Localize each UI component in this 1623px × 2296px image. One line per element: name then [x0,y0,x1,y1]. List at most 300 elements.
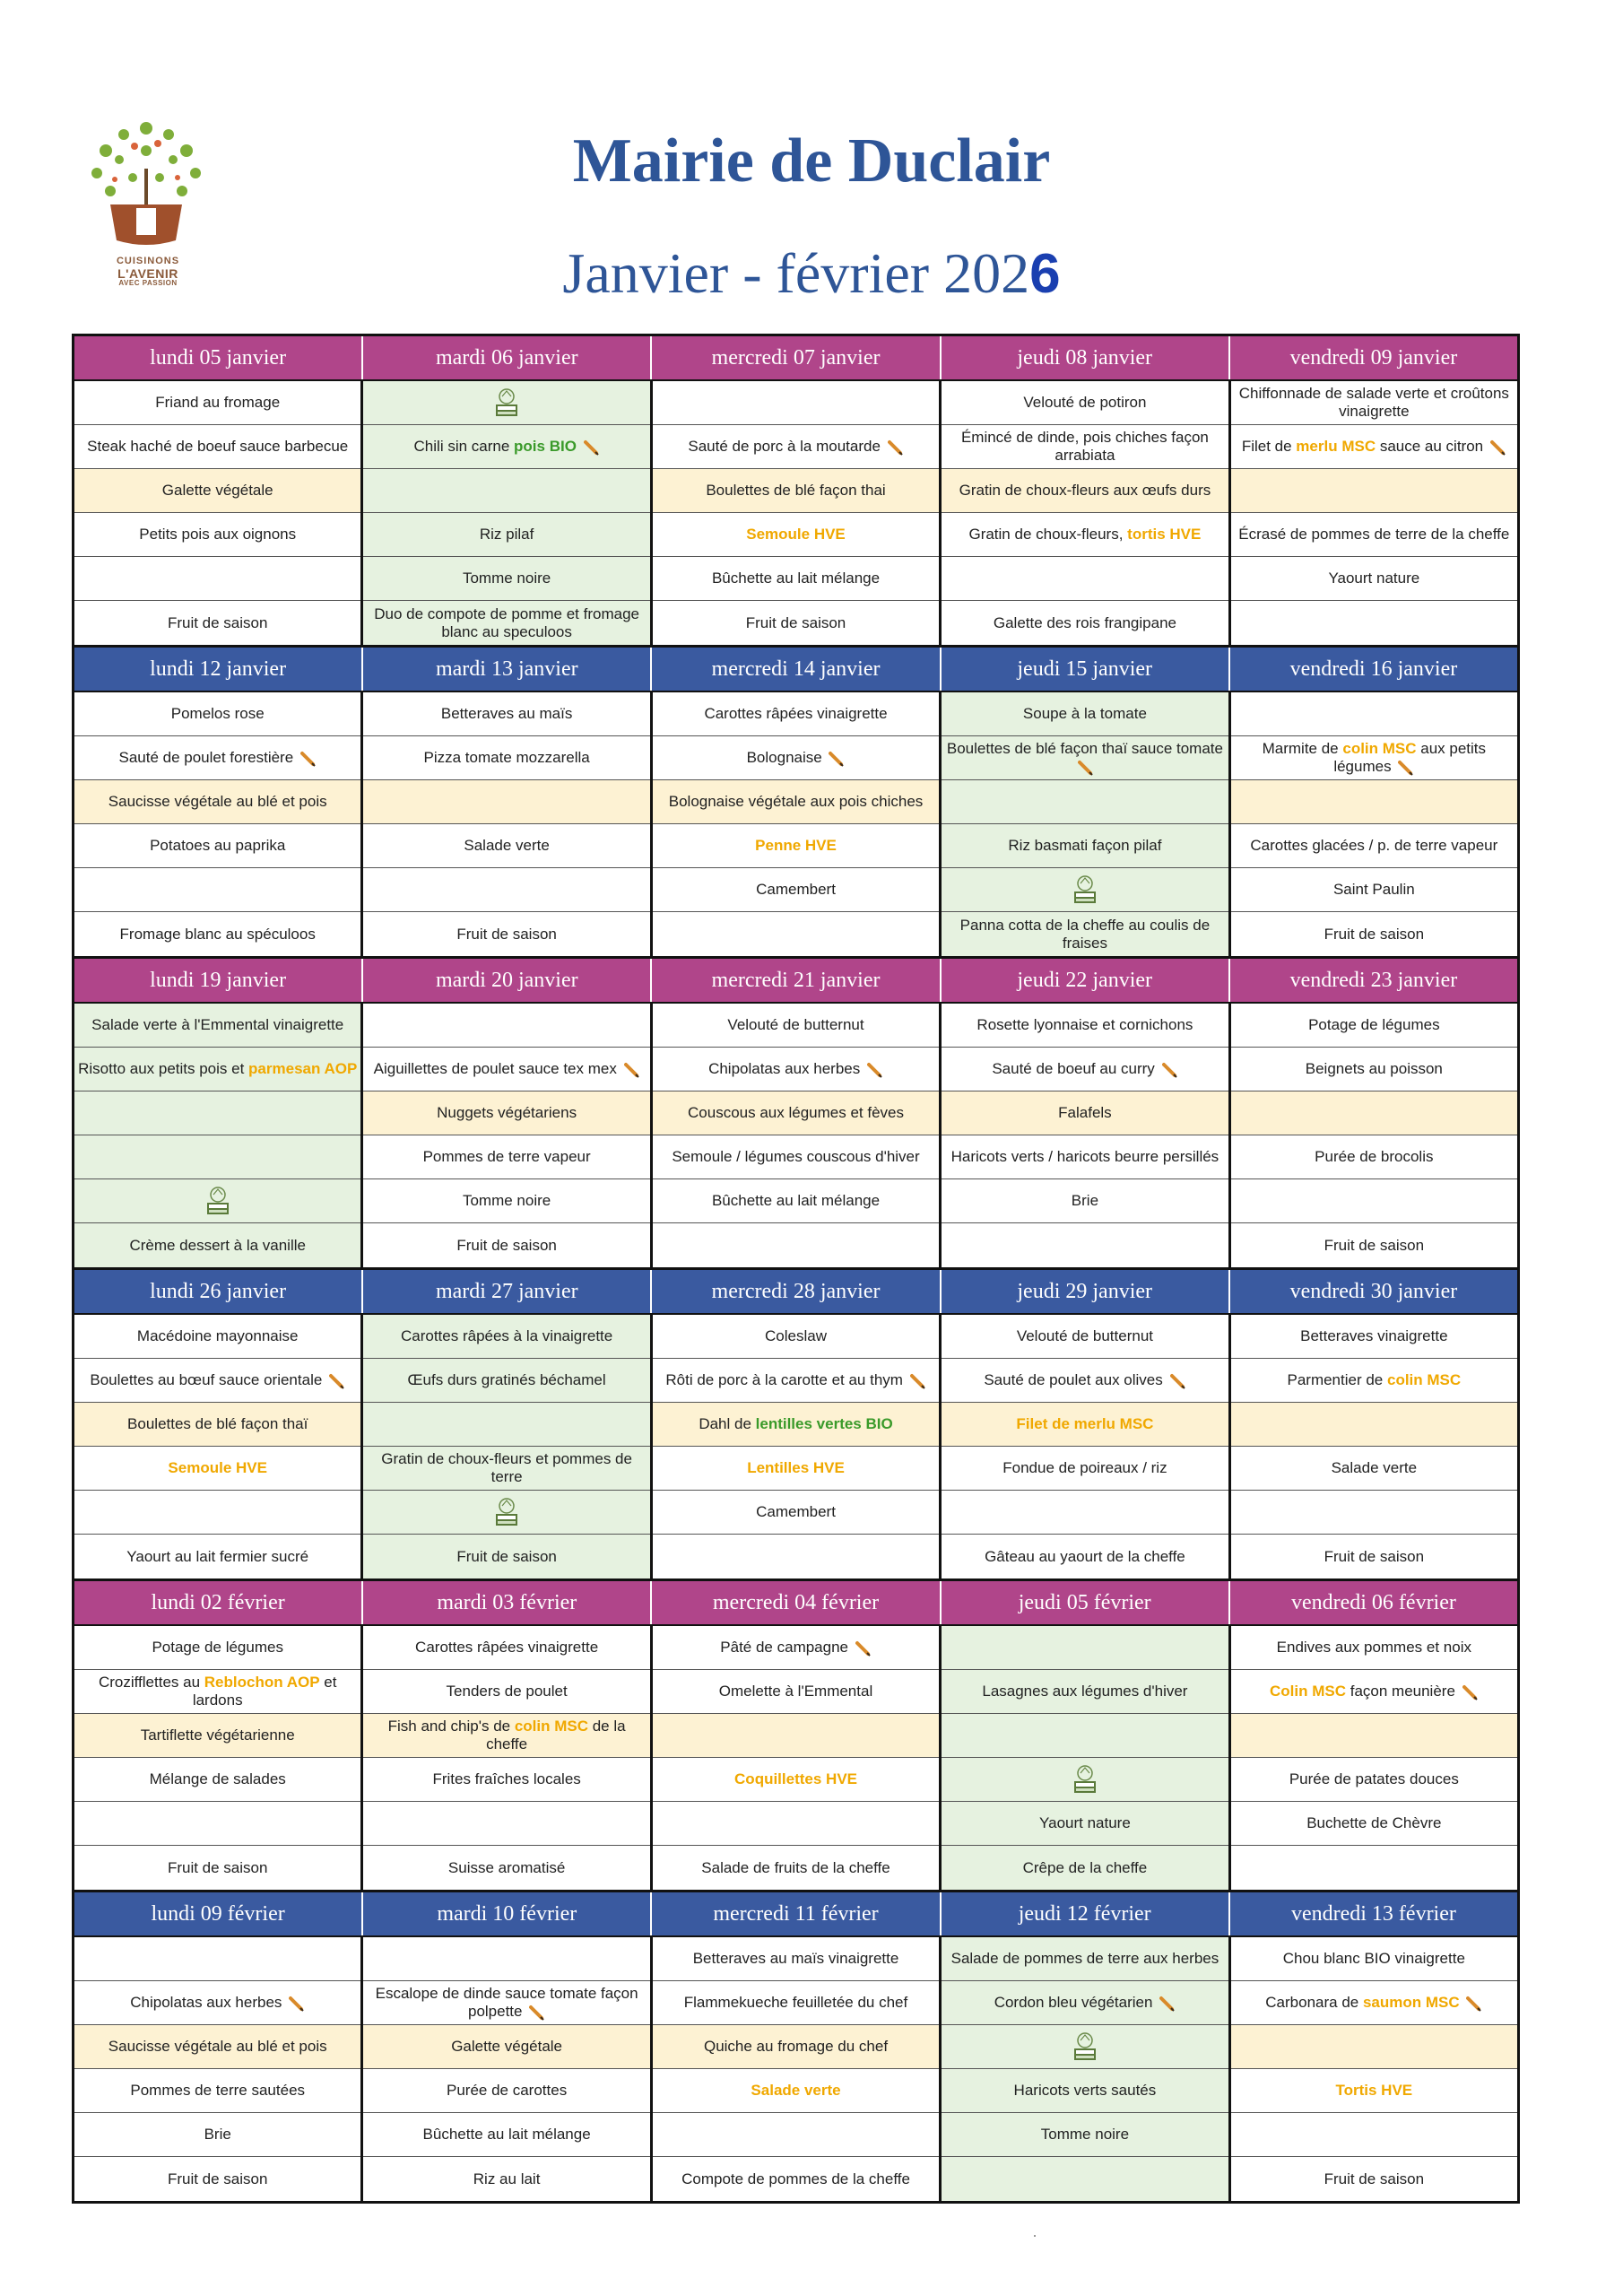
day-header: mardi 06 janvier [361,336,650,379]
menu-item-text: Carottes râpées vinaigrette [415,1639,599,1656]
menu-item-text: Fromage blanc au spéculoos [119,925,316,943]
menu-cell [363,601,649,645]
menu-cell [1231,1223,1517,1267]
menu-cell [653,780,939,824]
day-header: mardi 10 février [361,1892,650,1935]
menu-cell [363,824,649,868]
menu-cell [942,2113,1228,2157]
menu-cell [1231,557,1517,601]
menu-cell [1231,1626,1517,1670]
menu-item-text: Risotto aux petits pois et parmesan AOP [78,1060,358,1077]
menu-item-text: Riz au lait [473,2170,541,2187]
menu-cell [1231,2113,1517,2157]
menu-item-text: Fruit de saison [456,925,557,943]
menu-cell [74,1714,360,1758]
pencil-icon [300,751,317,767]
menu-cell [1231,868,1517,912]
menu-item-text: Œufs durs gratinés béchamel [407,1371,606,1388]
week-block [72,334,1517,645]
menu-cell [942,469,1228,513]
menu-item-text: Duo de compote de pomme et fromage blanc au speculoos [374,604,639,640]
menu-cell [942,1535,1228,1578]
menu-item-text [168,1459,267,1477]
day-header: mardi 13 janvier [361,648,650,691]
vegetarian-icon [205,1186,230,1216]
menu-cell [363,780,649,824]
menu-item-text: Boulettes au bœuf sauce orientale [90,1371,345,1389]
menu-cell [1231,824,1517,868]
menu-item-text: Galette végétale [451,2038,563,2055]
menu-cell [653,1403,939,1447]
menu-cell [942,1714,1228,1758]
menu-item-text: Omelette à l'Emmental [718,1683,873,1700]
menu-cell [653,912,939,956]
menu-cell [363,1004,649,1048]
pencil-icon [1170,1373,1186,1389]
menu-cell [1231,1981,1517,2025]
pencil-marker [885,438,904,455]
menu-item-text: Pommes de terre sautées [130,2082,306,2099]
day-header: vendredi 13 février [1228,1892,1517,1935]
menu-item-text: Gâteau au yaourt de la cheffe [985,1547,1185,1565]
menu-cell [1231,1670,1517,1714]
label-highlight: merlu MSC [1296,438,1376,455]
menu-cell [942,1091,1228,1135]
vegetarian-icon [1072,874,1098,905]
menu-cell [74,1670,360,1714]
menu-cell [74,1223,360,1267]
menu-cell [942,1491,1228,1535]
menu-item-text: Petits pois aux oignons [139,526,297,543]
logo-line-1: CUISINONS [116,256,180,266]
menu-cell [653,868,939,912]
day-column [1228,1626,1517,1890]
menu-cell [942,912,1228,956]
label-bio: pois BIO [514,438,577,455]
menu-cell [1231,1447,1517,1491]
menu-cell [363,2025,649,2069]
menu-item-text: Pomelos rose [170,705,265,722]
menu-item-text: Suisse aromatisé [447,1858,566,1876]
label-highlight: colin MSC [514,1718,588,1735]
menu-item-text: Coleslaw [765,1327,827,1344]
menu-cell [653,824,939,868]
menu-item-text: Fish and chip's de colin MSC de la cheffe [387,1718,626,1752]
week-block [72,956,1517,1267]
menu-cell [942,601,1228,645]
menu-item-text: Saucisse végétale au blé et pois [108,2038,327,2055]
menu-cell [942,824,1228,868]
subtitle-handwritten-digit: 6 [1029,243,1061,305]
menu-cell [363,1802,649,1846]
page-title: Mairie de Duclair [572,126,1051,196]
menu-cell [942,557,1228,601]
menu-cell [74,1091,360,1135]
menu-item-text: Semoule / légumes couscous d'hiver [672,1148,920,1165]
menu-cell [653,736,939,780]
menu-cell [942,2069,1228,2113]
menu-cell [942,381,1228,425]
pencil-icon [329,1373,345,1389]
menu-cell [74,1048,360,1091]
menu-cell [74,425,360,469]
week-header-row [72,1890,1517,1935]
day-header: lundi 19 janvier [72,959,361,1002]
menu-cell [653,425,939,469]
vegetarian-icon [1072,1764,1098,1795]
pencil-icon [829,751,845,767]
logo-line-2: L'AVENIR [117,265,178,281]
menu-cell [1231,1135,1517,1179]
menu-cell [942,1223,1228,1267]
day-header: vendredi 06 février [1228,1581,1517,1624]
menu-cell [942,425,1228,469]
label-highlight: Penne HVE [755,837,837,854]
label-highlight: Lentilles HVE [747,1459,845,1476]
menu-cell [363,1758,649,1802]
menu-cell [363,513,649,557]
logo-line-3: AVEC PASSION [118,279,178,288]
menu-cell [363,469,649,513]
menu-cell [653,1359,939,1403]
menu-item-text: Marmite de colin MSC aux petits légumes [1262,740,1487,775]
pencil-icon [584,439,600,456]
menu-cell [74,824,360,868]
pencil-icon [910,1373,926,1389]
label-highlight: saumon MSC [1362,1994,1460,2011]
day-column [72,1937,360,2201]
menu-cell [653,2157,939,2201]
menu-item-text: Camembert [756,881,836,898]
menu-cell [1231,513,1517,557]
menu-cell [942,1403,1228,1447]
day-column-vegetarian [360,1315,649,1578]
menu-item-text: Betteraves au maïs [440,705,573,722]
menu-cell [1231,2157,1517,2201]
menu-item-text: Filet de merlu MSC sauce au citron [1242,438,1506,456]
menu-item-text: Carottes râpées vinaigrette [704,705,888,722]
menu-cell [363,912,649,956]
week-block [72,645,1517,956]
menu-item-text: Dahl de lentilles vertes BIO [699,1415,893,1432]
day-column [1228,381,1517,645]
week-header-row [72,645,1517,691]
menu-cell [942,1359,1228,1403]
menu-cell [363,2157,649,2201]
menu-cell [1231,692,1517,736]
pencil-icon [1159,1996,1176,2012]
pencil-marker [1159,1060,1178,1077]
menu-item-text: Bûchette au lait mélange [711,1192,881,1209]
menu-item-text: Émincé de dinde, pois chiches façon arrabiata [960,429,1209,464]
menu-item-text: Chipolatas aux herbes [708,1060,883,1078]
menu-cell [363,425,649,469]
pencil-marker [621,1060,640,1077]
menu-cell [74,1937,360,1981]
menu-cell [653,1135,939,1179]
menu-item-text: Falafels [1058,1104,1112,1121]
menu-cell [1231,469,1517,513]
day-column [1228,1315,1517,1578]
menu-item-text: Crème dessert à la vanille [129,1236,306,1254]
menu-item-text: Sauté de boeuf au curry [992,1060,1177,1078]
menu-cell [942,780,1228,824]
day-column [650,1626,939,1890]
menu-cell [74,1802,360,1846]
menu-cell [653,1223,939,1267]
label-highlight: Filet de merlu MSC [1016,1415,1154,1432]
day-column [72,1315,360,1578]
day-column [1228,1004,1517,1267]
menu-item-text: Brie [1071,1192,1099,1209]
menu-item-text [747,1459,845,1477]
pencil-marker [1157,1994,1176,2011]
day-header: mardi 03 février [361,1581,650,1624]
vegetarian-icon [494,1497,519,1527]
menu-cell [1231,601,1517,645]
menu-cell [74,2025,360,2069]
pencil-icon [289,1996,305,2012]
menu-cell [1231,1758,1517,1802]
menu-cell [1231,381,1517,425]
menu-item-text: Gratin de choux-fleurs et pommes de terre [381,1450,632,1485]
menu-cell [653,1981,939,2025]
label-highlight: Colin MSC [1270,1683,1346,1700]
menu-cell [1231,1714,1517,1758]
week-days [72,691,1517,956]
menu-cell [74,780,360,824]
menu-item-text: Salade verte [1331,1459,1418,1476]
menu-item-text: Fruit de saison [456,1547,557,1565]
menu-item-text: Chipolatas aux herbes [130,1994,305,2012]
menu-cell [653,692,939,736]
day-header: mardi 20 janvier [361,959,650,1002]
menu-cell [942,868,1228,912]
label-highlight: colin MSC [1342,740,1417,757]
menu-item-text: Soupe à la tomate [1022,705,1147,722]
pencil-marker [853,1639,872,1656]
menu-item-text: Salade verte à l'Emmental vinaigrette [91,1016,344,1033]
menu-item-text: Buchette de Chèvre [1306,1814,1442,1831]
menu-cell [1231,1179,1517,1223]
menu-cell [1231,2069,1517,2113]
menu-cell [74,1758,360,1802]
menu-cell [363,381,649,425]
menu-cell [942,1447,1228,1491]
label-highlight: Coquillettes HVE [734,1770,857,1787]
menu-cell [1231,1004,1517,1048]
day-header: vendredi 16 janvier [1228,648,1517,691]
day-column [650,381,939,645]
menu-item-text: Tartiflette végétarienne [140,1726,295,1744]
menu-item-text: Pâté de campagne [720,1639,871,1657]
menu-item-text: Sauté de porc à la moutarde [688,438,903,456]
menu-cell [1231,1491,1517,1535]
pencil-marker [1488,438,1506,455]
menu-cell [653,1179,939,1223]
menu-item-text: Galette des rois frangipane [993,613,1176,631]
menu-item-text: Sauté de poulet forestière [118,749,316,767]
menu-cell [363,1179,649,1223]
menu-cell [653,1491,939,1535]
menu-item-text: Macédoine mayonnaise [136,1327,299,1344]
pencil-marker [826,749,845,766]
menu-cell [74,736,360,780]
day-header: vendredi 09 janvier [1228,336,1517,379]
menu-cell [74,1135,360,1179]
menu-item-text: Fruit de saison [1324,1236,1425,1254]
menu-cell [942,1179,1228,1223]
week-block [72,1578,1517,1890]
day-column-vegetarian [72,1004,360,1267]
menu-cell [653,381,939,425]
menu-cell [1231,912,1517,956]
menu-item-text: Potage de légumes [152,1639,283,1656]
page-subtitle [0,240,1623,307]
menu-item-text: Fruit de saison [167,613,268,631]
menu-item-text: Velouté de potiron [1023,394,1147,411]
menu-item-text: Mélange de salades [149,1770,286,1787]
menu-cell [74,1981,360,2025]
pencil-marker [298,749,317,766]
menu-cell [74,513,360,557]
pencil-icon [1490,439,1506,456]
day-header: lundi 12 janvier [72,648,361,691]
menu-item-text: Bolognaise [747,749,846,767]
week-block [72,1890,1517,2201]
menu-cell [942,1135,1228,1179]
menu-cell [74,381,360,425]
menu-item-text: Bolognaise végétale aux pois chiches [668,793,924,810]
week-header-row [72,1267,1517,1313]
day-column [939,1315,1228,1578]
menu-item-text: Écrasé de pommes de terre de la cheffe [1238,526,1510,543]
menu-cell [653,2069,939,2113]
menu-item-text: Crêpe de la cheffe [1022,1858,1148,1876]
menu-cell [1231,1091,1517,1135]
menu-cell [653,2113,939,2157]
menu-cell [363,1491,649,1535]
menu-item-text: Yaourt nature [1328,570,1420,587]
pencil-icon [1462,1684,1479,1700]
menu-item-text: Escalope de dinde sauce tomate façon polpette [375,1985,638,2020]
menu-item-text: Fruit de saison [1324,2170,1425,2187]
label-highlight: Semoule HVE [168,1459,267,1476]
menu-item-text: Steak haché de boeuf sauce barbecue [87,438,349,455]
menu-item-text: Carottes râpées à la vinaigrette [400,1327,613,1344]
label-highlight: Reblochon AOP [204,1674,320,1691]
day-header: vendredi 30 janvier [1228,1270,1517,1313]
menu-item-text [746,526,846,544]
menu-cell [942,1670,1228,1714]
menu-cell [74,1403,360,1447]
menu-item-text: Tomme noire [462,1192,551,1209]
menu-item-text: Friand au fromage [155,394,281,411]
menu-item-text: Fondue de poireaux / riz [1002,1459,1167,1476]
menu-item-text: Gratin de choux-fleurs aux œufs durs [959,482,1211,499]
day-header: jeudi 22 janvier [940,959,1228,1002]
menu-cell [74,2157,360,2201]
menu-item-text: Brie [204,2126,231,2143]
menu-cell [363,1714,649,1758]
pencil-icon [867,1062,883,1078]
pencil-icon [888,439,904,456]
menu-item-text: Betteraves au maïs vinaigrette [692,1950,899,1967]
menu-cell [74,557,360,601]
menu-item-text: Potatoes au paprika [150,837,286,854]
menu-item-text: Bûchette au lait mélange [711,570,881,587]
menu-cell [74,912,360,956]
menu-cell [942,692,1228,736]
menu-cell [653,1315,939,1359]
menu-item-text: Purée de carottes [447,2082,568,2099]
day-column [1228,1937,1517,2201]
menu-item-text: Nuggets végétariens [437,1104,577,1121]
menu-cell [363,2113,649,2157]
menu-item-text: Pizza tomate mozzarella [423,749,590,766]
menu-item-text: Salade verte [464,837,550,854]
day-column-vegetarian [939,692,1228,956]
day-column-vegetarian [939,1626,1228,1890]
menu-item-text: Pommes de terre vapeur [422,1148,591,1165]
day-header: lundi 05 janvier [72,336,361,379]
week-days [72,1002,1517,1267]
day-header: mercredi 14 janvier [650,648,939,691]
day-header: jeudi 12 février [940,1892,1228,1935]
pencil-marker [864,1060,883,1077]
pencil-marker [1167,1371,1186,1388]
menu-item-text: Galette végétale [161,482,273,499]
menu-cell [363,1359,649,1403]
menu-cell [653,1714,939,1758]
menu-item-text: Fruit de saison [1324,925,1425,943]
menu-item-text: Compote de pommes de la cheffe [681,2170,910,2187]
day-column [72,1626,360,1890]
day-header: jeudi 08 janvier [940,336,1228,379]
menu-item-text: Fruit de saison [167,2170,268,2187]
menu-cell [74,1447,360,1491]
menu-cell [74,601,360,645]
menu-item-text: Fruit de saison [1324,1547,1425,1565]
menu-grid [72,334,1520,2204]
pencil-icon [1466,1996,1482,2012]
pencil-icon [855,1640,872,1657]
menu-cell [363,1223,649,1267]
menu-item-text: Colin MSC façon meunière [1270,1683,1479,1700]
menu-item-text: Purée de patates douces [1289,1770,1459,1787]
day-column [72,381,360,645]
week-days [72,1624,1517,1890]
day-column [939,1004,1228,1267]
menu-item-text: Saint Paulin [1332,881,1415,898]
subtitle-text: Janvier - février 202 [562,241,1030,305]
menu-cell [1231,1315,1517,1359]
pencil-marker [907,1371,926,1388]
menu-cell [653,1091,939,1135]
menu-item-text: Riz pilaf [479,526,534,543]
menu-cell [1231,425,1517,469]
label-bio: lentilles vertes BIO [755,1415,893,1432]
menu-item-text: Tenders de poulet [446,1683,568,1700]
menu-cell [653,513,939,557]
week-days [72,1935,1517,2201]
menu-cell [363,2069,649,2113]
menu-cell [74,2113,360,2157]
week-block [72,1267,1517,1578]
menu-item-text: Rosette lyonnaise et cornichons [976,1016,1193,1033]
pencil-icon [1398,760,1414,776]
label-highlight: Tortis HVE [1335,2082,1413,2099]
